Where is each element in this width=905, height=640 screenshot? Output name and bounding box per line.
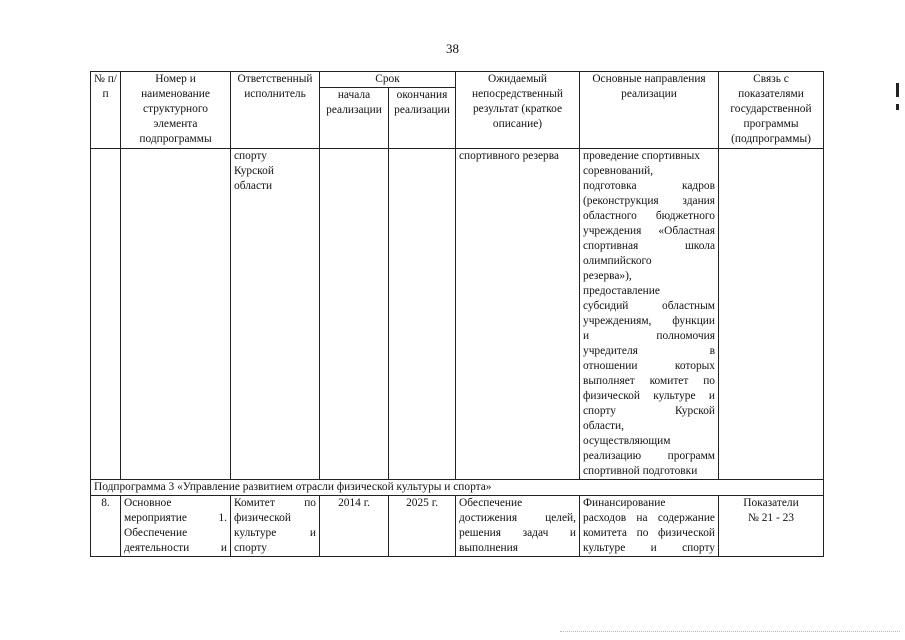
row-link-cell	[719, 496, 824, 557]
directions-line: области,	[583, 420, 624, 432]
row-element-line: деятельности и	[124, 542, 227, 554]
subprogram-activities-table	[90, 71, 824, 557]
header-term-start: начала реализации	[320, 88, 389, 149]
row-responsible-cell	[231, 496, 320, 557]
directions-line: учреждениям, функции	[583, 315, 715, 327]
cont-result-cell: спортивного резерва	[456, 149, 580, 480]
scan-edge-mark	[896, 104, 899, 110]
row-responsible-line: физической	[234, 512, 291, 524]
row-directions-cell	[580, 496, 719, 557]
directions-line: резерва»),	[583, 270, 632, 282]
cont-num-cell	[91, 149, 121, 480]
directions-line: учреждения «Областная	[583, 225, 715, 237]
directions-line: проведение спортивных	[583, 150, 700, 162]
row-link-line: № 21 - 23	[748, 512, 794, 524]
continuation-row	[91, 149, 824, 480]
row-result-cell	[456, 496, 580, 557]
directions-line: реализацию программ	[583, 450, 715, 462]
row-end: 2025 г.	[389, 496, 456, 557]
cont-responsible-cell	[231, 149, 320, 480]
directions-line: субсидий областным	[583, 300, 715, 312]
row-responsible-line: культуре и	[234, 527, 316, 539]
row-result-line: решения задач и	[459, 527, 576, 539]
row-num: 8.	[91, 496, 121, 557]
scan-edge-mark	[896, 83, 899, 97]
header-responsible: Ответственный исполнитель	[231, 72, 320, 149]
header-link: Связь с показателями государственной программы (подпрограммы)	[719, 72, 824, 149]
cont-directions-cell	[580, 149, 719, 480]
header-row-1	[91, 72, 824, 88]
cont-start-cell	[320, 149, 389, 480]
directions-line: выполняет комитет по	[583, 375, 715, 387]
directions-line: олимпийского	[583, 255, 652, 267]
row-responsible-line: спорту	[234, 542, 267, 554]
scan-bottom-line	[560, 631, 900, 632]
directions-line: спорту Курской	[583, 405, 715, 417]
row-result-line: Обеспечение	[459, 497, 523, 509]
cont-end-cell	[389, 149, 456, 480]
row-directions-line: культуре и спорту	[583, 542, 715, 554]
directions-line: предоставление	[583, 285, 660, 297]
row-result-line: достижения целей,	[459, 512, 576, 524]
directions-line: и полномочия	[583, 330, 715, 342]
row-result-line: выполнения	[459, 542, 518, 554]
directions-line: осуществляющим	[583, 435, 671, 447]
cont-link-cell	[719, 149, 824, 480]
cont-responsible-line: спорту	[234, 150, 267, 162]
directions-line: соревнований,	[583, 165, 654, 177]
cont-responsible-line: Курской	[234, 165, 274, 177]
table-row	[91, 496, 824, 557]
directions-line: спортивной подготовки	[583, 465, 698, 477]
directions-line: физической культуре и	[583, 390, 715, 402]
subprogram-title-row	[91, 480, 824, 496]
cont-responsible-line: области	[234, 180, 273, 192]
header-num: № п/п	[91, 72, 121, 149]
page-number: 38	[446, 41, 459, 56]
directions-line: (реконструкция здания	[583, 195, 715, 207]
row-link-line: Показатели	[743, 497, 799, 509]
row-element-line: Обеспечение	[124, 527, 188, 539]
header-directions: Основные направления реализации	[580, 72, 719, 149]
subprogram-title: Подпрограмма 3 «Управление развитием отрасли физической культуры и спорта»	[91, 480, 824, 496]
row-directions-line: комитета по физической	[583, 527, 715, 539]
header-term: Срок	[320, 72, 456, 88]
row-element-line: мероприятие 1.	[124, 512, 227, 524]
row-directions-line: Финансирование	[583, 497, 666, 509]
header-result: Ожидаемый непосредственный результат (краткое описание)	[456, 72, 580, 149]
directions-line: отношении которых	[583, 360, 715, 372]
directions-line: подготовка кадров	[583, 180, 715, 192]
row-responsible-line: Комитет по	[234, 497, 316, 509]
row-start: 2014 г.	[320, 496, 389, 557]
row-element-line: Основное	[124, 497, 172, 509]
header-term-end: окончания реализации	[389, 88, 456, 149]
cont-element-cell	[121, 149, 231, 480]
directions-line: спортивная школа	[583, 240, 715, 252]
directions-line: областного бюджетного	[583, 210, 715, 222]
header-element: Номер и наименование структурного элемента подпрограммы	[121, 72, 231, 149]
directions-line: учредителя в	[583, 345, 715, 357]
row-element-cell	[121, 496, 231, 557]
row-directions-line: расходов на содержание	[583, 512, 715, 524]
